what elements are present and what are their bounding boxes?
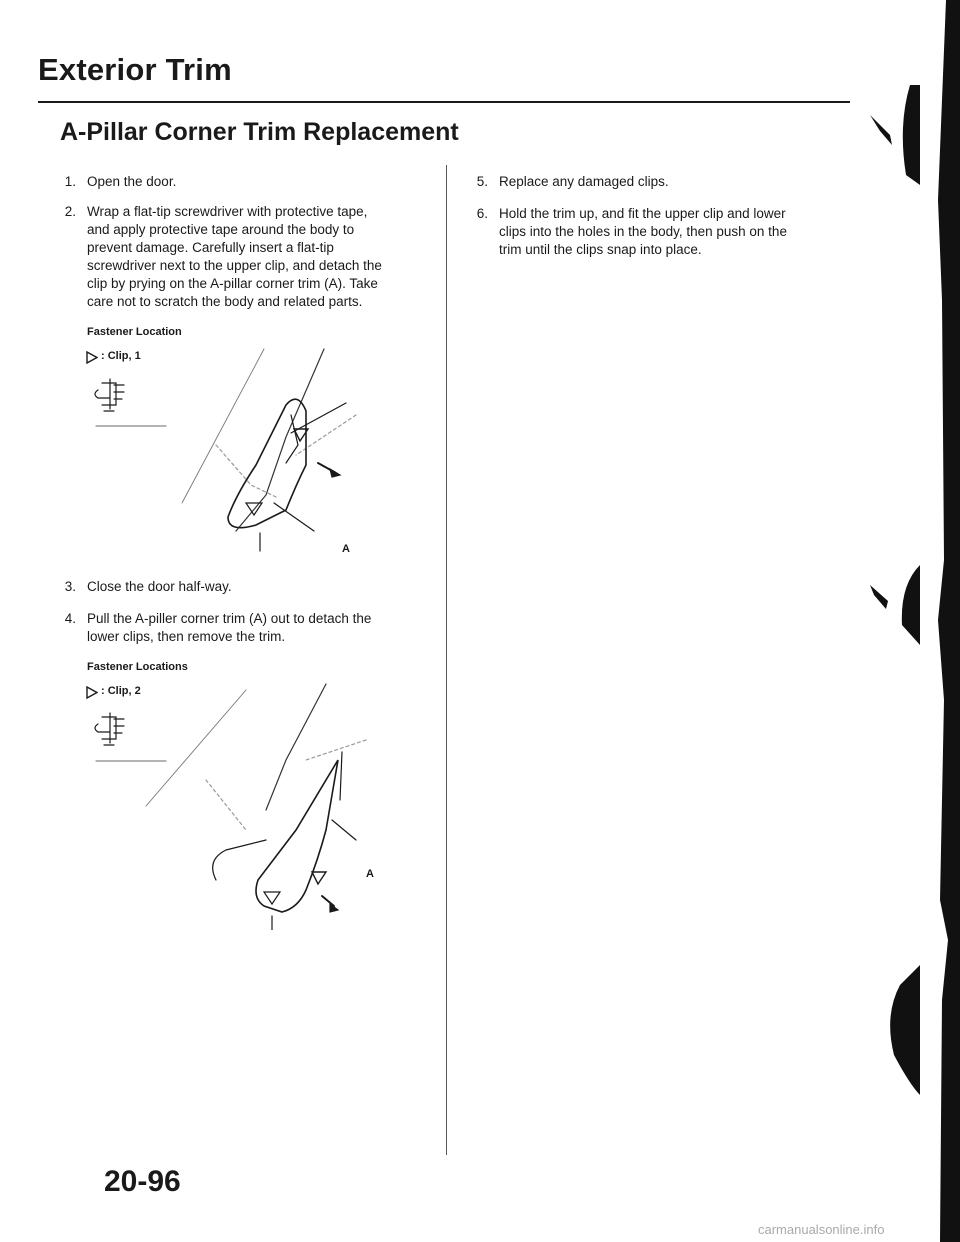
step-text-line: prevent damage. Carefully insert a flat-tip — [87, 240, 334, 255]
page-title: Exterior Trim — [38, 52, 232, 87]
clip-legend-text: : Clip, 1 — [101, 350, 141, 362]
figure-2-part-label: A — [366, 868, 374, 880]
step-number: 5. — [476, 174, 488, 189]
step-3 — [62, 578, 422, 598]
step-text-line: Open the door. — [87, 174, 177, 189]
step-text-line: Hold the trim up, and fit the upper clip and lower — [499, 206, 786, 221]
clip-icon — [95, 379, 124, 411]
step-text-line: clip by prying on the A-pillar corner trim (A). Take — [87, 276, 378, 291]
figure-2-illustration — [86, 680, 386, 930]
step-4 — [62, 610, 422, 650]
figure-1-heading: Fastener Location — [87, 326, 182, 338]
step-text-line: screwdriver next to the upper clip, and detach the — [87, 258, 382, 273]
step-text-line: Close the door half-way. — [87, 579, 232, 594]
clip-icon — [95, 713, 124, 745]
step-5 — [474, 173, 834, 193]
step-text-line: lower clips, then remove the trim. — [87, 629, 286, 644]
step-number: 2. — [64, 204, 76, 219]
step-number: 4. — [64, 611, 76, 626]
step-text-line: Wrap a flat-tip screwdriver with protective tape, — [87, 204, 368, 219]
header-rule — [38, 101, 850, 103]
column-divider — [446, 165, 447, 1155]
figure-1-part-label: A — [342, 543, 350, 555]
page-number: 20-96 — [104, 1165, 181, 1198]
step-text-line: Replace any damaged clips. — [499, 174, 669, 189]
step-text-line: care not to scratch the body and related parts. — [87, 294, 363, 309]
section-title: A-Pillar Corner Trim Replacement — [60, 118, 459, 146]
binding-edge — [918, 0, 960, 1242]
step-6 — [474, 205, 834, 261]
step-1 — [62, 173, 422, 193]
step-number: 3. — [64, 579, 76, 594]
step-text-line: and apply protective tape around the body to — [87, 222, 355, 237]
figure-1-illustration — [86, 345, 386, 565]
step-2 — [62, 203, 422, 313]
scan-marks — [840, 85, 920, 1095]
step-number: 1. — [64, 174, 76, 189]
step-text-line: trim until the clips snap into place. — [499, 242, 702, 257]
step-number: 6. — [476, 206, 488, 221]
step-text-line: clips into the holes in the body, then push on the — [499, 224, 787, 239]
watermark-text: carmanualsonline.info — [758, 1222, 885, 1237]
figure-2-heading: Fastener Locations — [87, 661, 188, 673]
clip-legend-text: : Clip, 2 — [101, 685, 141, 697]
step-text-line: Pull the A-piller corner trim (A) out to detach the — [87, 611, 372, 626]
